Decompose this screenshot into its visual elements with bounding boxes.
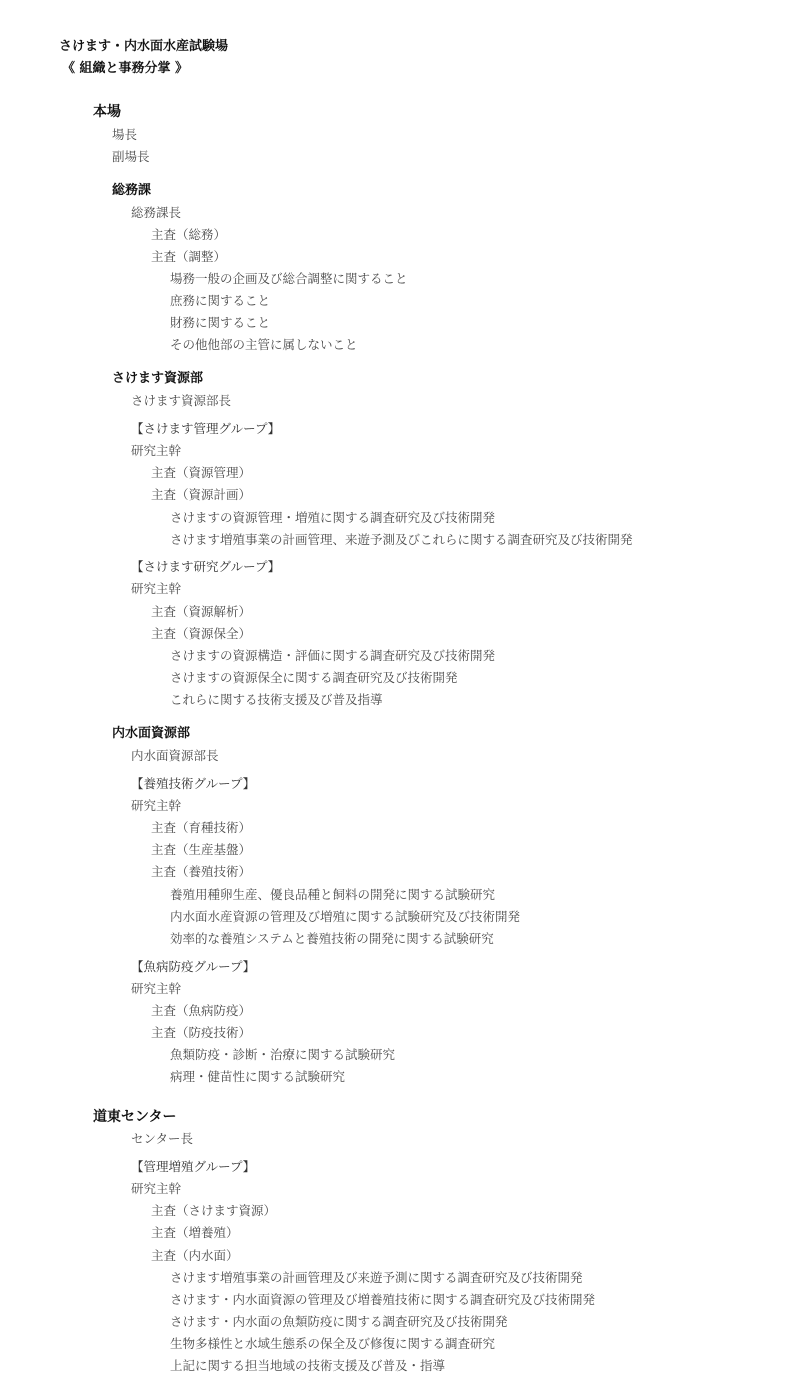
- duty-item: 養殖用種卵生産、優良品種と飼料の開発に関する試験研究: [170, 887, 496, 902]
- group-heading: 【管理増殖グループ】: [131, 1159, 256, 1174]
- duty-item: さけますの資源保全に関する調査研究及び技術開発: [170, 670, 458, 685]
- group-heading: 【さけます研究グループ】: [131, 559, 281, 574]
- page-subtitle: 《 組織と事務分掌 》: [62, 61, 189, 76]
- staff-position: 主査（魚病防疫）: [151, 1003, 252, 1018]
- duty-item: 魚類防疫・診断・治療に関する試験研究: [170, 1047, 396, 1062]
- group-lead: 研究主幹: [131, 443, 182, 458]
- duty-item: その他他部の主管に属しないこと: [170, 337, 358, 352]
- duty-item: 場務一般の企画及び総合調整に関すること: [170, 271, 408, 286]
- staff-position: 主査（防疫技術）: [151, 1025, 252, 1040]
- duty-item: 上記に関する担当地域の技術支援及び普及・指導: [170, 1358, 446, 1373]
- duty-item: これらに関する技術支援及び普及指導: [170, 692, 383, 707]
- section-heading-doto: 道東センター: [93, 1109, 177, 1125]
- staff-position: 主査（資源保全）: [151, 626, 252, 641]
- group-lead: 研究主幹: [131, 798, 182, 813]
- group-heading: 【魚病防疫グループ】: [131, 959, 256, 974]
- group-heading: 【さけます管理グループ】: [131, 421, 281, 436]
- duty-item: さけますの資源管理・増殖に関する調査研究及び技術開発: [170, 510, 496, 525]
- duty-item: 庶務に関すること: [170, 293, 271, 308]
- staff-position: 主査（育種技術）: [151, 820, 252, 835]
- duty-item: 内水面水産資源の管理及び増殖に関する試験研究及び技術開発: [170, 909, 521, 924]
- duty-item: さけます増殖事業の計画管理、来遊予測及びこれらに関する調査研究及び技術開発: [170, 532, 633, 547]
- duty-item: 生物多様性と水域生態系の保全及び修復に関する調査研究: [170, 1336, 496, 1351]
- section-heading-honjo: 本場: [93, 104, 121, 120]
- duty-item: さけますの資源構造・評価に関する調査研究及び技術開発: [170, 648, 496, 663]
- staff-position: 主査（増養殖）: [151, 1225, 239, 1240]
- duty-item: 効率的な養殖システムと養殖技術の開発に関する試験研究: [170, 931, 494, 946]
- staff-position: 主査（資源解析）: [151, 604, 252, 619]
- group-heading: 【養殖技術グループ】: [131, 776, 256, 791]
- page-title: さけます・内水面水産試験場: [59, 39, 229, 54]
- duty-item: さけます・内水面の魚類防疫に関する調査研究及び技術開発: [170, 1314, 508, 1329]
- duty-item: 病理・健苗性に関する試験研究: [170, 1069, 346, 1084]
- center-chief: センター長: [131, 1131, 194, 1146]
- official-director: 場長: [112, 127, 138, 142]
- department-heading-naisuimen: 内水面資源部: [112, 726, 191, 741]
- staff-position: 主査（総務）: [151, 227, 227, 242]
- department-chief: さけます資源部長: [131, 393, 232, 408]
- group-lead: 研究主幹: [131, 981, 182, 996]
- group-lead: 研究主幹: [131, 1181, 182, 1196]
- staff-position: 主査（調整）: [151, 249, 227, 264]
- department-chief: 総務課長: [131, 205, 182, 220]
- duty-item: 財務に関すること: [170, 315, 271, 330]
- staff-position: 主査（生産基盤）: [151, 842, 252, 857]
- staff-position: 主査（資源計画）: [151, 487, 252, 502]
- duty-item: さけます・内水面資源の管理及び増養殖技術に関する調査研究及び技術開発: [170, 1292, 596, 1307]
- staff-position: 主査（さけます資源）: [151, 1203, 277, 1218]
- duty-item: さけます増殖事業の計画管理及び来遊予測に関する調査研究及び技術開発: [170, 1270, 583, 1285]
- official-deputy-director: 副場長: [112, 149, 150, 164]
- group-lead: 研究主幹: [131, 581, 182, 596]
- staff-position: 主査（資源管理）: [151, 465, 252, 480]
- staff-position: 主査（内水面）: [151, 1248, 239, 1263]
- staff-position: 主査（養殖技術）: [151, 864, 252, 879]
- department-chief: 内水面資源部長: [131, 748, 219, 763]
- department-heading-soumu: 総務課: [112, 183, 152, 198]
- department-heading-sakemasu: さけます資源部: [112, 371, 204, 386]
